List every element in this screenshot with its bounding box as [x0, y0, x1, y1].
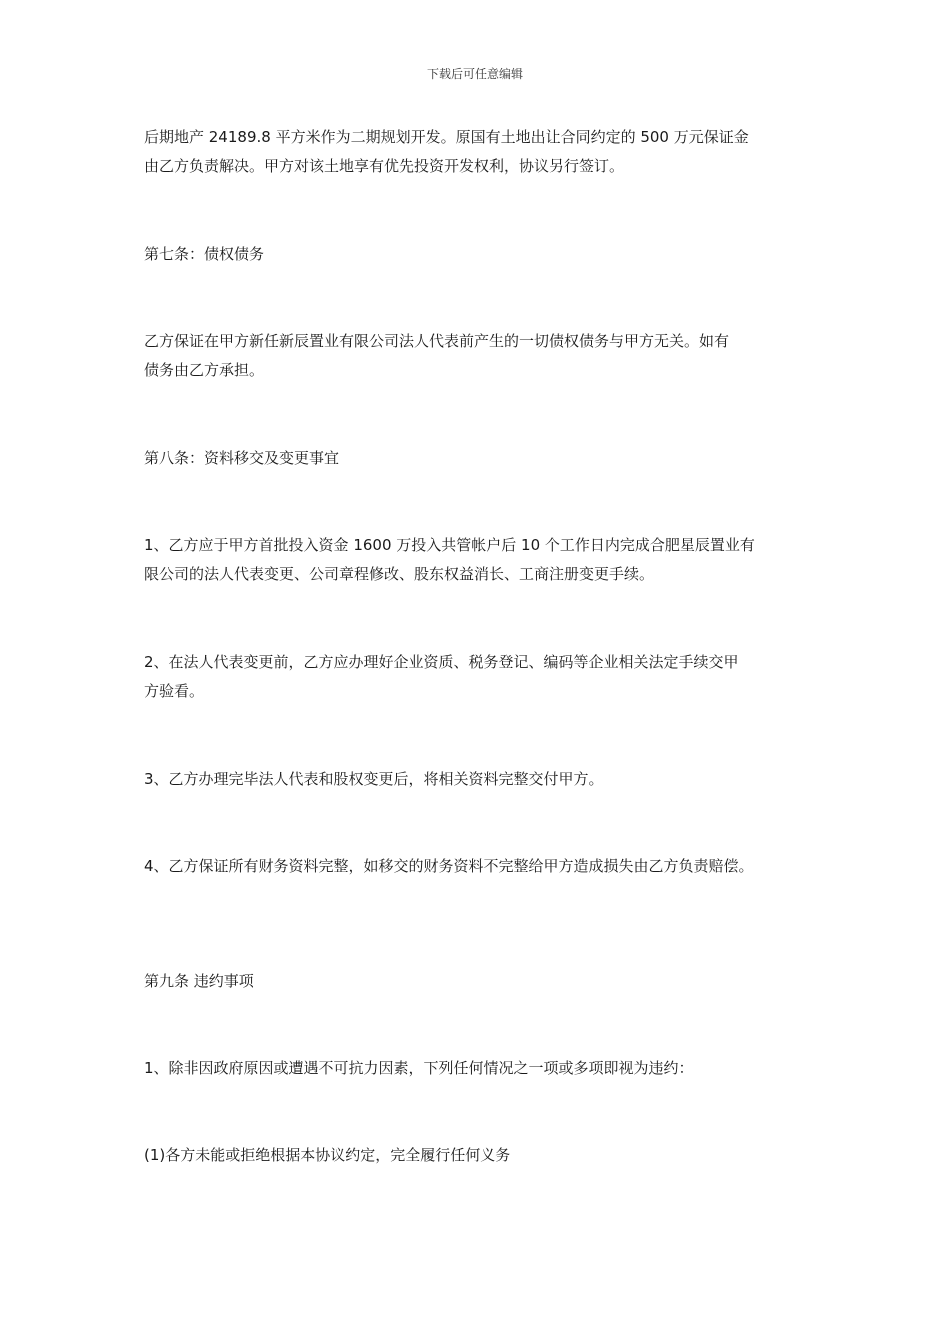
list-item-8-1 — [144, 531, 824, 589]
text-line: 3、乙方办理完毕法人代表和股权变更后，将相关资料完整交付甲方。 — [144, 770, 604, 788]
heading-text: 第九条 违约事项 — [144, 972, 254, 990]
text-line: 1、除非因政府原因或遭遇不可抗力因素，下列任何情况之一项或多项即视为违约： — [144, 1059, 694, 1077]
text-line: 方验看。 — [144, 682, 205, 700]
section-heading-article-7 — [144, 240, 824, 269]
list-item-9-1 — [144, 1054, 824, 1083]
text-line: 由乙方负责解决。甲方对该土地享有优先投资开发权利，协议另行签订。 — [144, 157, 625, 175]
text-line: 限公司的法人代表变更、公司章程修改、股东权益消长、工商注册变更手续。 — [144, 565, 655, 583]
paragraph-debt-guarantee — [144, 327, 824, 385]
list-item-8-3 — [144, 765, 824, 794]
heading-text: 第七条：债权债务 — [144, 245, 265, 263]
text-line: (1)各方未能或拒绝根据本协议约定，完全履行任何义务 — [144, 1146, 511, 1164]
list-item-9-1-1 — [144, 1141, 824, 1170]
list-item-8-4 — [144, 852, 824, 881]
text-line: 乙方保证在甲方新任新辰置业有限公司法人代表前产生的一切债权债务与甲方无关。如有 — [144, 332, 730, 350]
paragraph-land-development — [144, 123, 824, 181]
heading-text: 第八条：资料移交及变更事宜 — [144, 449, 340, 467]
page-header: 下载后可任意编辑 — [426, 67, 523, 81]
text-line: 后期地产 24189.8 平方米作为二期规划开发。原国有土地出让合同约定的 500 万元保证金 — [144, 128, 749, 146]
text-line: 4、乙方保证所有财务资料完整，如移交的财务资料不完整给甲方造成损失由乙方负责赔偿。 — [144, 857, 754, 875]
text-line: 2、在法人代表变更前，乙方应办理好企业资质、税务登记、编码等企业相关法定手续交甲 — [144, 653, 739, 671]
section-heading-article-8 — [144, 444, 824, 473]
list-item-8-2 — [144, 648, 824, 706]
section-heading-article-9 — [144, 967, 824, 996]
text-line: 债务由乙方承担。 — [144, 361, 265, 379]
text-line: 1、乙方应于甲方首批投入资金 1600 万投入共管帐户后 10 个工作日内完成合肥星辰置业有 — [144, 536, 755, 554]
